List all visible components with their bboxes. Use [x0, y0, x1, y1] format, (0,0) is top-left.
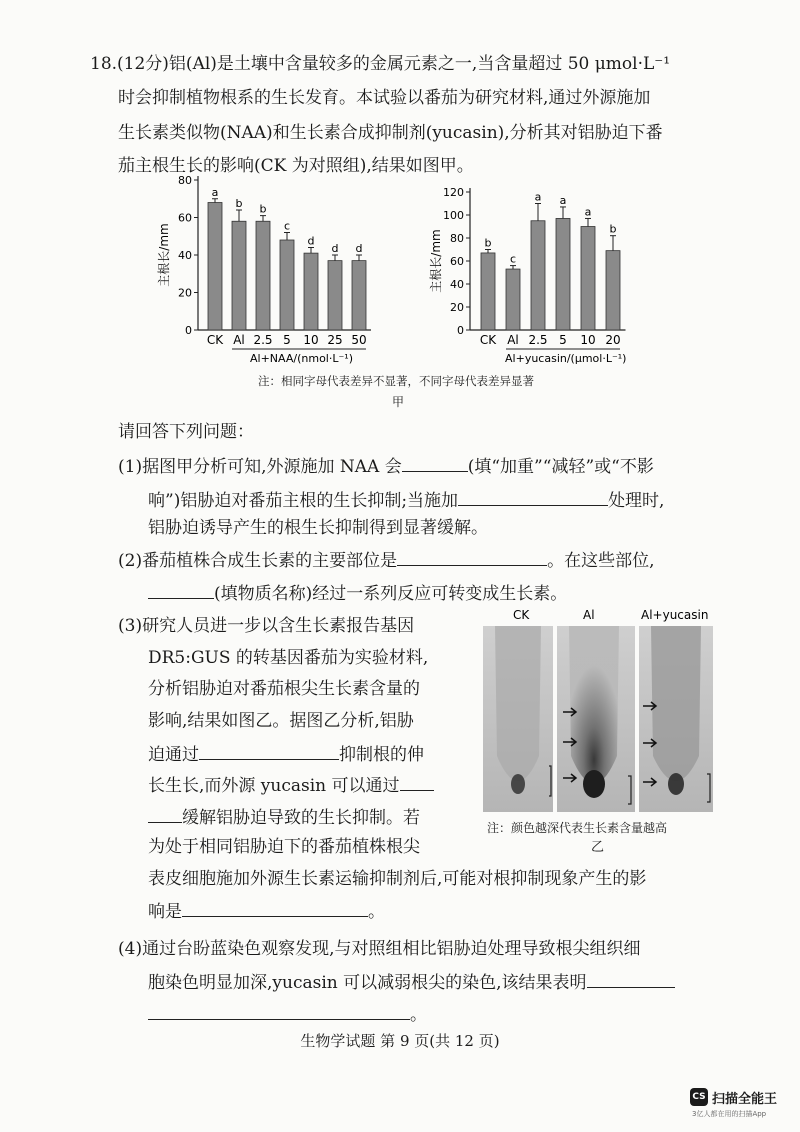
bar: [352, 261, 366, 330]
bar: [328, 261, 342, 330]
q2-text-c: (填物质名称)经过一系列反应可转变成生长素。: [214, 584, 568, 604]
q1-line-1: [118, 453, 654, 479]
significance-letter: b: [484, 236, 492, 250]
bar: [606, 251, 620, 330]
q1-text-c: 响”)铝胁迫对番茄主根的生长抑制;当施加: [148, 491, 459, 511]
answer-blank-q2-2[interactable]: [148, 580, 214, 599]
answer-blank-q3-2b[interactable]: [148, 804, 182, 823]
x-tick-label: CK: [206, 333, 224, 347]
q3-line-8: 为处于相同铝胁迫下的番茄植株根尖: [148, 837, 420, 857]
significance-letter: d: [355, 242, 363, 255]
bar: [531, 221, 545, 330]
question-intro-2: 时会抑制植物根系的生长发育。本试验以番茄为研究材料,通过外源施加: [118, 88, 651, 108]
root-tip-al-yucasin: [668, 773, 684, 795]
bar: [280, 240, 294, 330]
x-axis-label: Al+yucasin/(μmol·L⁻¹): [505, 352, 627, 365]
q3-line-7: [148, 804, 420, 830]
significance-letter: b: [235, 197, 243, 210]
y-tick-label: 120: [443, 186, 464, 199]
y-tick-label: 80: [450, 232, 464, 245]
x-tick-label: Al: [507, 333, 519, 347]
y-tick-label: 100: [443, 209, 464, 222]
answer-blank-q1-1[interactable]: [402, 453, 468, 472]
significance-letter: a: [534, 190, 542, 204]
significance-letter: a: [211, 185, 219, 199]
q2-text-a: (2)番茄植株合成生长素的主要部位是: [118, 551, 398, 571]
q4-text-b: 胞染色明显加深,yucasin 可以减弱根尖的染色,该结果表明: [148, 973, 587, 993]
question-intro-4: 茄主根生长的影响(CK 为对照组),结果如图甲。: [118, 156, 474, 176]
answer-blank-q4-1[interactable]: [587, 969, 675, 988]
q3-line-2: DR5:GUS 的转基因番茄为实验材料,: [148, 648, 429, 668]
question-intro-1: 18.(12分)铝(Al)是土壤中含量较多的金属元素之一,当含量超过 50 μmol·L⁻¹: [90, 54, 671, 74]
cs-logo-icon: CS: [690, 1088, 708, 1106]
bar: [304, 253, 318, 330]
q4-line-3: [148, 1001, 427, 1027]
q4-line-1: (4)通过台盼蓝染色观察发现,与对照组相比铝胁迫处理导致根尖组织细: [118, 939, 641, 959]
answer-blank-q3-2a[interactable]: [400, 772, 434, 791]
page-footer: 生物学试题 第 9 页(共 12 页): [300, 1032, 500, 1050]
q1-text-d: 处理时,: [608, 491, 665, 511]
q3-line-9: 表皮细胞施加外源生长素运输抑制剂后,可能对根抑制现象产生的影: [148, 869, 647, 889]
q3-text-5a: 迫通过: [148, 745, 199, 765]
q4-line-2: [148, 969, 675, 995]
q3-line-5: [148, 741, 424, 767]
y-axis-label: 主根长/mm: [157, 223, 171, 287]
y-axis-label: 主根长/mm: [429, 229, 443, 293]
bar: [232, 221, 246, 330]
figure-b-label-al: Al: [583, 608, 595, 622]
brand-subtitle: 3亿人都在用的扫描App: [692, 1110, 767, 1118]
root-ck: [495, 626, 541, 781]
q1-text-b: (填“加重”“减轻”或“不影: [467, 457, 654, 477]
bar: [256, 221, 270, 330]
q3-text-7: 缓解铝胁迫导致的生长抑制。若: [182, 808, 420, 828]
answer-blank-q4-2[interactable]: [148, 1001, 410, 1020]
q3-text-5b: 抑制根的伸: [339, 745, 424, 765]
x-tick-label: Al: [233, 333, 245, 347]
answer-blank-q3-1[interactable]: [199, 741, 339, 760]
x-tick-label: 2.5: [253, 333, 273, 347]
q1-text-a: (1)据图甲分析可知,外源施加 NAA 会: [118, 457, 402, 477]
bar: [208, 203, 222, 331]
x-tick-label: 10: [580, 333, 596, 347]
y-tick-label: 60: [178, 211, 192, 225]
bar: [506, 269, 520, 330]
brand-name: 扫描全能王: [712, 1092, 778, 1107]
q1-line-2: [148, 487, 664, 513]
question-intro-3: 生长素类似物(NAA)和生长素合成抑制剂(yucasin),分析其对铝胁迫下番: [118, 123, 663, 143]
y-tick-label: 20: [178, 286, 192, 300]
prompt: 请回答下列问题：: [118, 422, 254, 442]
q3-line-6: [148, 772, 434, 798]
figure-a-label: 甲: [392, 395, 405, 409]
y-tick-label: 60: [450, 255, 464, 268]
significance-letter: b: [259, 202, 267, 216]
answer-blank-q1-2[interactable]: [458, 487, 608, 506]
q2-line-2: [148, 580, 567, 606]
x-tick-label: 10: [303, 333, 319, 347]
root-tip-al: [583, 770, 605, 798]
figure-b-label-al-yucasin: Al+yucasin: [641, 608, 709, 622]
chart-yucasin: [418, 180, 658, 370]
x-tick-label: 50: [351, 333, 367, 347]
y-tick-label: 40: [178, 249, 192, 262]
significance-letter: c: [509, 252, 517, 266]
bar: [481, 253, 495, 330]
x-tick-label: 2.5: [528, 333, 548, 347]
significance-letter: c: [283, 219, 291, 233]
x-tick-label: CK: [479, 333, 497, 347]
y-tick-label: 20: [450, 301, 464, 314]
x-tick-label: 20: [605, 333, 621, 347]
figure-b-label-ck: CK: [513, 608, 530, 622]
significance-letter: d: [307, 234, 315, 248]
q3-text-10b: 。: [368, 902, 385, 922]
root-al-yucasin: [651, 626, 701, 781]
y-tick-label: 80: [178, 174, 192, 187]
answer-blank-q3-3[interactable]: [182, 898, 368, 917]
answer-blank-q2-1[interactable]: [397, 547, 547, 566]
significance-letter: a: [584, 205, 592, 219]
x-axis-label: Al+NAA/(nmol·L⁻¹): [250, 352, 353, 365]
root-al: [569, 626, 619, 784]
y-tick-label: 0: [457, 324, 464, 337]
q3-text-6: 长生长,而外源 yucasin 可以通过: [148, 776, 400, 796]
q2-line-1: [118, 547, 655, 573]
chart-naa: [150, 170, 390, 370]
significance-letter: a: [559, 193, 567, 207]
q1-line-3: 铝胁迫诱导产生的根生长抑制得到显著缓解。: [148, 518, 488, 538]
q3-line-3: 分析铝胁迫对番茄根尖生长素含量的: [148, 679, 420, 699]
figure-a-note: 注：相同字母代表差异不显著，不同字母代表差异显著: [258, 374, 534, 388]
q3-line-1: (3)研究人员进一步以含生长素报告基因: [118, 616, 415, 636]
y-tick-label: 0: [185, 324, 192, 337]
x-tick-label: 5: [283, 333, 291, 347]
q3-line-4: 影响,结果如图乙。据图乙分析,铝胁: [148, 711, 414, 731]
x-tick-label: 5: [559, 333, 567, 347]
significance-letter: d: [331, 242, 339, 255]
q3-line-10: [148, 898, 385, 924]
q3-text-10a: 响是: [148, 902, 182, 922]
bar: [556, 218, 570, 330]
significance-letter: b: [609, 222, 617, 236]
q4-text-c: 。: [410, 1005, 427, 1025]
figure-b-label: 乙: [591, 840, 605, 855]
q2-text-b: 。在这些部位,: [547, 551, 655, 571]
y-tick-label: 40: [450, 278, 464, 291]
figure-b-note: 注：颜色越深代表生长素含量越高: [487, 821, 668, 835]
x-tick-label: 25: [327, 333, 343, 347]
root-tip-ck: [511, 774, 525, 794]
bar: [581, 227, 595, 331]
figure-b-root-images: [483, 606, 713, 812]
